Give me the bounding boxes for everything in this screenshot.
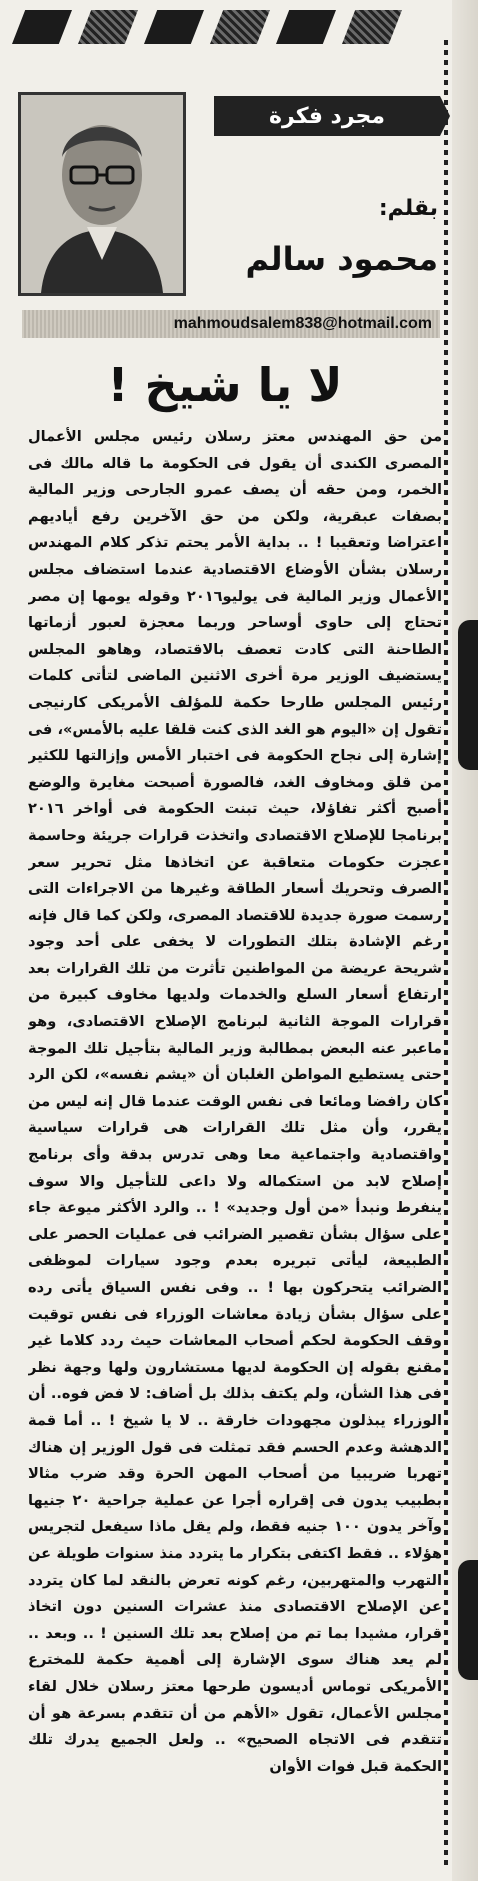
dotted-column-rule — [444, 40, 448, 1870]
band-segment — [210, 10, 270, 44]
top-decorative-band — [0, 10, 452, 44]
author-photo-icon — [21, 95, 183, 293]
adjacent-image-fragment — [458, 1560, 478, 1680]
email-bar — [22, 310, 440, 338]
band-segment — [144, 10, 204, 44]
adjacent-image-fragment — [458, 620, 478, 770]
adjacent-page-edge — [452, 0, 478, 1881]
author-portrait — [18, 92, 186, 296]
article-headline: لا يا شيخ ! — [107, 358, 343, 412]
article-body — [28, 424, 442, 1864]
article-paragraph: من حق المهندس معتز رسلان رئيس مجلس الأعمال المصرى الكندى أن يقول فى الحكومة ما قاله مالك فى الخمر، ومن حقه أن يصف عمرو الجارحى وزير المالية بصفات عبقرية، ولكن من حق الآخرين رفع أياديهم اعتراضا وتعقيبا ! .. بداية الأمر يحتم تذكر كلام المهندس رسلان بشأن الأوضاع الاقتصادية عندما استضاف مجلس الأعمال وزير المالية فى يوليو٢٠١٦ وقوله يومها إن مصر تحتاج إلى حاوى أوساحر وربما معجزة لعبور أزماتها الطاحنة التى كادت تعصف بالاقتصاد، وهاهو المجلس يستضيف الوزير مرة أخرى الاثنين الماضى لتأتى كلمات رئيس المجلس طارحا حكمة للمؤلف الأمريكى كارنيجى تقول إن «اليوم هو الغد الذى كنت قلقا عليه بالأمس»، فى إشارة إلى نجاح الحكومة فى اختبار الأمس وإزالتها للكثير من قلق ومخاوف الغد، فالصورة أصبحت مغايرة والوضع أصبح أكثر تفاؤلا، حيث تبنت الحكومة فى أواخر ٢٠١٦ برنامجا للإصلاح الاقتصادى واتخذت قرارات جريئة وحاسمة عجزت حكومات متعاقبة عن اتخاذها مثل تحرير سعر الصرف وتحريك أسعار الطاقة وغيرها من الاجراءات التى رسمت صورة جديدة للاقتصاد المصرى، ولكن كما قال فإنه رغم الإشادة بتلك التطورات لا يخفى على أحد وجود شريحة عريضة من المواطنين تأثرت من تلك القرارات بعد ارتفاع أسعار السلع والخدمات ولديها مخاوف كبيرة من قرارات الموجة الثانية لبرنامج الإصلاح الاقتصادى، وهو ماعبر عنه البعض بمطالبة وزير المالية بتأجيل تلك الموجة حتى يستطيع المواطن الغلبان أن «يشم نفسه»، لكن الرد كان رافضا ومائعا فى نفس الوقت عندما قال إنه ليس من يقرر، وأن مثل تلك القرارات هى قرارات سياسية واقتصادية واجتماعية معا وهى تدرس بدقة وأى برنامج إصلاح لابد من استكماله ولا داعى للتأجيل والا سوف ينفرط ونبدأ «من أول وجديد» ! .. والرد الأكثر ميوعة جاء على سؤال بشأن تقصير الضرائب فى عمليات الحصر على الطبيعة، ليأتى تبريره بعدم وجود سيارات لموظفى الضرائب يتحركون بها ! .. وفى نفس السياق يأتى رده على سؤال بشأن زيادة معاشات الوزراء فى نفس توقيت وقف الحكومة لحكم أصحاب المعاشات حيث ردد كلاما غير مقنع بقوله إن الحكومة لديها مستشارون ولها وجهة نظر فى هذا الشأن، ولم يكتف بذلك بل أضاف: لا فض فوه.. أن الوزراء يبذلون مجهودات خارقة .. لا يا شيخ ! .. أما قمة الدهشة وعدم الحسم فقد تمثلت فى قول الوزير إن هناك تهربا ضريبيا من أصحاب المهن الحرة وقد ضرب مثالا بطبيب يدون فى إقراره أجرا عن عملية جراحية ٢٠ جنيها وآخر يدون ١٠٠ جنيه فقط، ولم يقل ماذا سيفعل لتجريس هؤلاء .. فقط اكتفى بتكرار ما يتردد منذ سنوات طويلة عن التهرب والمتهربين، رغم كونه تعرض بالنقد لما كان يتردد عن الإصلاح الاقتصادى منذ عشرات السنين دون اتخاذ قرار، مشيدا بما تم من إصلاح بعد تلك السنين ! .. وبعد .. لم يعد هناك سوى الإشارة إلى أهمية حكمة للمخترع الأمريكى توماس أديسون طرحها معتز رسلان خلال لقاء مجلس الأعمال، تقول «الأهم من أن تتقدم بسرعة هو أن تتقدم فى الاتجاه الصحيح» .. ولعل الجميع يدرك تلك الحكمة قبل فوات الأوان — [28, 428, 442, 1775]
author-email[interactable]: mahmoudsalem838@hotmail.com — [173, 315, 432, 332]
column-title: مجرد فكرة — [269, 103, 385, 129]
band-segment — [276, 10, 336, 44]
band-segment — [12, 10, 72, 44]
author-name: محمود سالم — [245, 240, 438, 278]
byline-label: بقلم: — [378, 196, 438, 221]
column-title-banner — [214, 96, 440, 136]
band-segment — [342, 10, 402, 44]
band-segment — [78, 10, 138, 44]
